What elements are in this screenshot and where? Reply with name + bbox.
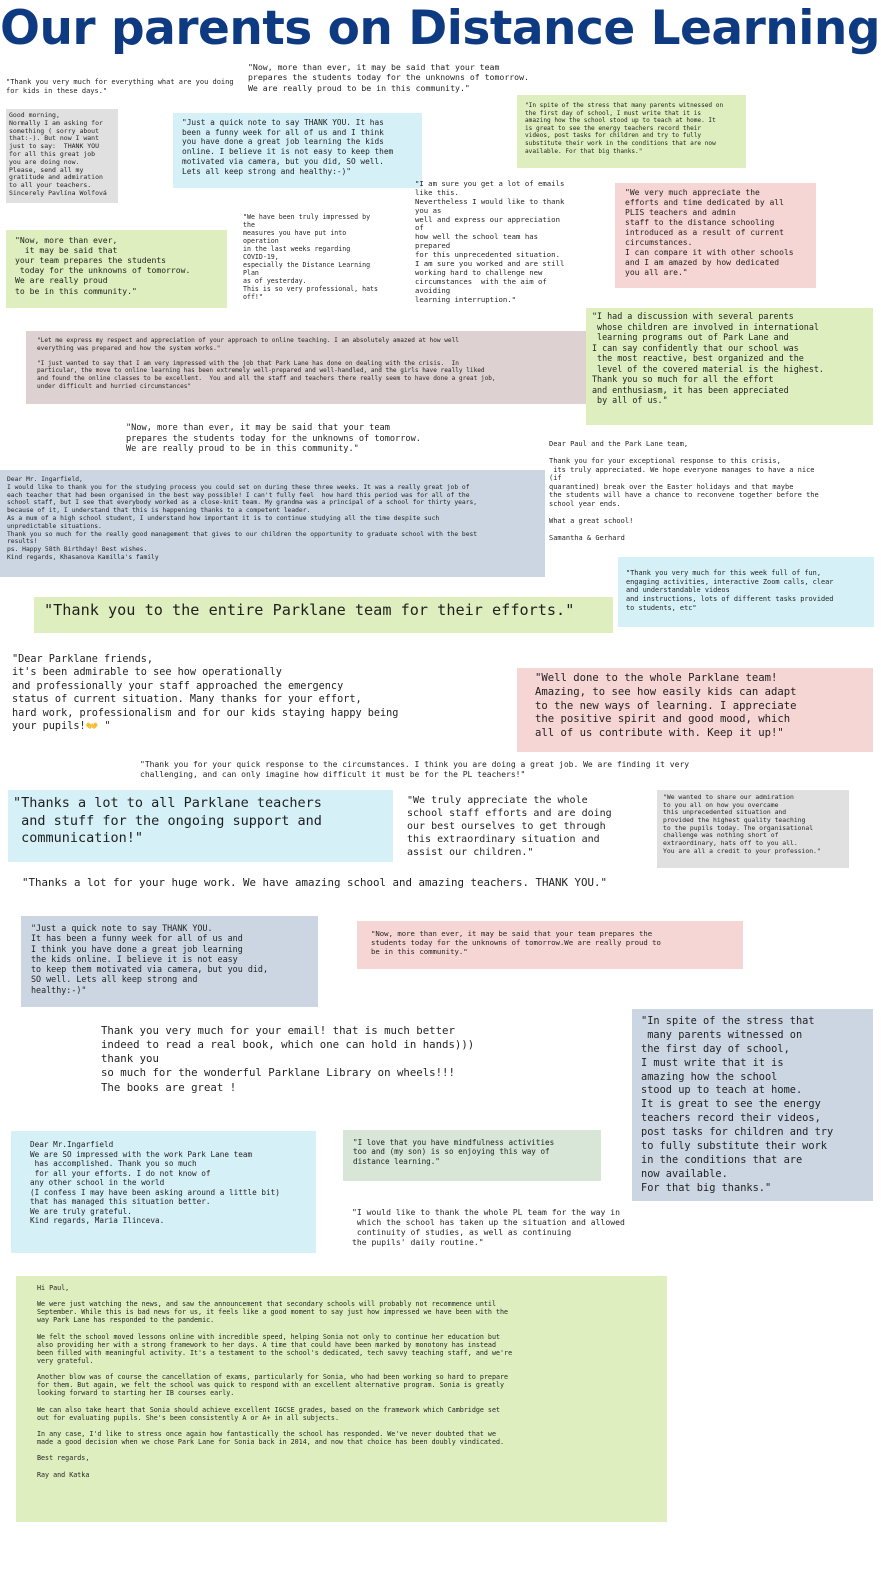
quote-quick-response-circumstances: "Thank you for your quick response to the circumstances. I think you are doing a great job. We are finding it very challenging, and can only imagine how difficult it must be for the PL teachers!"	[140, 760, 690, 779]
letter-maria-ilinceva: Dear Mr.Ingarfield We are SO impressed with the work Park Lane team has accomplished. Thank you so much for all your efforts. I do not know of any other school in the world (I confess I may have been asking around a little bit) that has managed this situation better. We are truly grateful. Kind regards, Maria Ilinceva.	[11, 1131, 316, 1253]
letter-samantha-gerhard: Dear Paul and the Park Lane team, Thank you for your exceptional response to this crisis, its truly appreciated. We hope everyone manages to have a nice (if quarantined) break over the Easter holidays and that maybe the students will have a chance to reconvene together before the school year ends. What a great school! Samantha & Gerhard	[549, 440, 819, 542]
quote-plis-teachers-admin: "We very much appreciate the efforts and time dedicated by all PLIS teachers and admin staff to the distance schooling introduced as a result of current circumstances. I can compare it with other schools and I am amazed by how dedicated you all are."	[615, 183, 816, 288]
quote-week-full-of-fun: "Thank you very much for this week full of fun, engaging activities, interactive Zoom calls, clear and understandable videos and instructions, lots of different tasks provided to students, etc"	[618, 557, 874, 627]
quote-quick-note-thank-you: "Just a quick note to say THANK YOU. It has been a funny week for all of us and I think you have done a great job learning the kids online. I believe it is not easy to keep them motivated via camera, but you did, SO well. Lets all keep strong and healthy:-)"	[173, 113, 422, 188]
quote-in-spite-of-stress-large: "In spite of the stress that many parents witnessed on the first day of school, I must write that it is amazing how the school stood up to teach at home. It is great to see the energy teachers record their videos, post tasks for children and try to fully substitute their work in the conditions that are now available. For that big thanks."	[632, 1009, 873, 1201]
quote-parklane-library-on-wheels: Thank you very much for your email! that is much better indeed to read a real book, which one can hold in hands))) thank you so much for the wonderful Parklane Library on wheels!!! The books are great !	[101, 1024, 475, 1094]
quote-now-more-than-ever-left: "Now, more than ever, it may be said that your team prepares the students today for the unknowns of tomorrow. We are really proud to be in this community."	[6, 230, 227, 308]
quote-now-more-than-ever-middle: "Now, more than ever, it may be said that your team prepares the students today for the unknowns of tomorrow. We are really proud to be in this community."	[126, 423, 421, 455]
quote-truly-impressed-covid: "We have been truly impressed by the measures you have put into operation in the last weeks regarding COVID-19, especially the Distance Learning Plan as of yesterday. This is so very professional, hats off!"	[243, 213, 378, 302]
page-title: Our parents on Distance Learning	[0, 1, 880, 56]
quote-thanks-parklane-teachers-stuff: "Thanks a lot to all Parklane teachers and stuff for the ongoing support and communication!"	[8, 790, 393, 862]
quote-quick-note-thank-you-2: "Just a quick note to say THANK YOU. It has been a funny week for all of us and I think you have done a great job learning the kids online. I believe it is not easy to keep them motivated via camera, but you did, SO well. Lets all keep strong and healthy:-)"	[21, 916, 318, 1007]
quote-dear-parklane-friends: "Dear Parklane friends, it's been admirable to see how operationally and professionally your staff approached the emergency status of current situation. Many thanks for your effort, hard work, professionalism and for our kids staying happy being your pupils!👐 "	[12, 654, 399, 733]
quote-thank-you-everything: "Thank you very much for everything what are you doing for kids in these days."	[6, 78, 234, 95]
quote-truly-appreciate-staff: "We truly appreciate the whole school staff efforts and are doing our best ourselves to get through this extraordinary situation and assist our children."	[407, 795, 612, 858]
quote-mindfulness-activities: "I love that you have mindfulness activities too and (my son) is so enjoying this way of distance learning."	[343, 1130, 601, 1181]
quote-well-done-parklane: "Well done to the whole Parklane team! Amazing, to see how easily kids can adapt to the new ways of learning. I appreciate the positive spirit and good mood, which all of us contribute with. Keep it up!"	[517, 668, 873, 752]
quote-respect-online-teaching: "Let me express my respect and appreciation of your approach to online teaching. I am absolutely amazed at how well everything was prepared and how the system works." "I just wanted to say that I am very impressed with the job that Park Lane has done on dealing with the crisis. In particular, the move to online learning has been extremely well-prepared and well-handled, and the girls have really liked and found the online classes to be excellent. You and all the staff and teachers there really seem to have done a great job, under difficult and hurried circumstances"	[26, 331, 586, 404]
quote-discussion-several-parents: "I had a discussion with several parents whose children are involved in international learning programs out of Park Lane and I can say confidently that our school was the most reactive, best organized and the level of the covered material is the highest. Thank you so much for all the effort and enthusiasm, it has been appreciated by all of us."	[586, 308, 873, 425]
quote-in-spite-of-stress-small: "In spite of the stress that many parents witnessed on the first day of school, I must write that it is amazing how the school stood up to teach at home. It is great to see the energy teachers record their videos, post tasks for children and try to fully substitute their work in the conditions that are now available. For that big thanks."	[517, 95, 746, 168]
quote-now-more-than-ever-pink: "Now, more than ever, it may be said that your team prepares the students today for the unknowns of tomorrow.We are really proud to be in this community."	[357, 921, 743, 969]
quote-entire-parklane-team: "Thank you to the entire Parklane team for their efforts."	[34, 597, 613, 633]
quote-share-admiration: "We wanted to share our admiration to you all on how you overcame this unprecedented situation and provided the highest quality teaching to the pupils today. The organisational challenge was nothing short of extraordinary, hats off to you all. You are all a credit to your profession."	[657, 790, 849, 868]
quote-huge-work-amazing-school: "Thanks a lot for your huge work. We have amazing school and amazing teachers. THANK YOU."	[22, 876, 608, 889]
quote-whole-pl-team-routine: "I would like to thank the whole PL team for the way in which the school has taken up the situation and allowed continuity of studies, as well as continuing the pupils' daily routine."	[352, 1207, 625, 1248]
letter-khasanova-kamilla: Dear Mr. Ingarfield, I would like to thank you for the studying process you could set on during these three weeks. It was a really great job of each teacher that had been organised in the best way possible! I can't fully feel how hard this period was for all of the school staff, but I see that everybody worked as a close-knit team. My grandma was a principal of a school for thirty years, because of it, I understand that this is happening thanks to a competent leader. As a mum of a high school student, I understand how important it is to continue studying all the time despite such unpredictable situations. Thank you so much for the really good management that gives to our children the opportunity to graduate school with the best results! ps. Happy 58th Birthday! Best wishes. Kind regards, Khasanova Kamilla's family	[0, 470, 545, 577]
letter-ray-and-katka: Hi Paul, We were just watching the news, and saw the announcement that secondary schools will probably not recommence until September. While this is bad news for us, it feels like a good moment to say just how impressed we have been with the way Park Lane has responded to the pandemic. We felt the school moved lessons online with incredible speed, helping Sonia not only to continue her education but also providing her with a strong framework to her days. A time that could have been marked by monotony has instead been filled with meaningful activity. It's a testament to the school's dedicated, tech savvy teaching staff, and we're very grateful. Another blow was of course the cancellation of exams, particularly for Sonia, who had been working so hard to prepare for them. But again, we felt the school was quick to respond with an excellent alternative program. Sonia is greatly looking forward to starting her IB courses early. We can also take heart that Sonia should achieve excellent IGCSE grades, based on the framework which Cambridge set out for evaluating pupils. She's been consistently A or A+ in all subjects. In any case, I'd like to stress once again how fantastically the school has responded. We've never doubted that we made a good decision when we chose Park Lane for Sonia back in 2014, and now that choice has been doubly vindicated. Best regards, Ray and Katka	[16, 1276, 667, 1522]
quote-lot-of-emails: "I am sure you get a lot of emails like this. Nevertheless I would like to thank you as well and express our appreciation of how well the school team has prepared for this unprecedented situation. I am sure you worked and are still working hard to challenge new circumstances with the aim of avoiding learning interruption."	[415, 180, 565, 304]
quote-now-more-than-ever-top: "Now, more than ever, it may be said that your team prepares the students today for the unknowns of tomorrow. We are really proud to be in this community."	[248, 62, 529, 93]
letter-pavlina-wolfova: Good morning, Normally I am asking for something ( sorry about that:-). But now I want just to say: THANK YOU for all this great job you are doing now. Please, send all my gratitude and admiration to all your teachers. Sincerely Pavlína Wolfová	[6, 109, 118, 203]
